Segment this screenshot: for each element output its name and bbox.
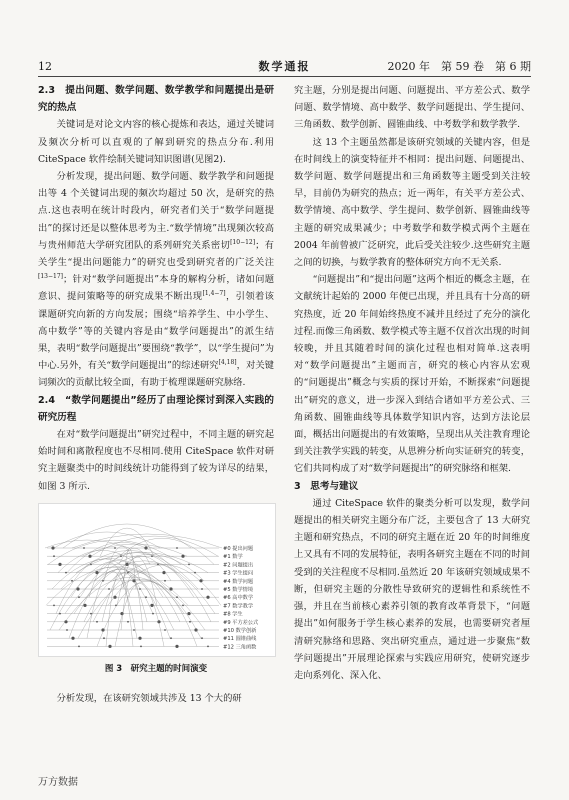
timeline-node (201, 637, 203, 639)
page-header (38, 57, 531, 75)
timeline-node (83, 547, 85, 549)
timeline-node (96, 621, 98, 623)
cocitation-arc (93, 563, 211, 622)
timeline-node (133, 629, 135, 631)
cocitation-arc (106, 573, 133, 646)
timeline-node (140, 645, 142, 647)
section-2-3-paragraph-1: 关键词是对论文内容的核心提炼和表达，通过关键词及频次分析可以直观的了解到研究的热点分布.利用 CiteSpace 软件绘制关键词知识图谱(见图2). (38, 119, 274, 165)
header-rule (38, 76, 531, 77)
section-2-4-paragraph-2: 分析发现，在该研究领域共涉及 13 个大的研 (56, 693, 242, 705)
timeline-node (187, 612, 190, 615)
timeline-node (65, 572, 67, 574)
timeline-node (83, 604, 86, 607)
timeline-node (182, 604, 184, 606)
timeline-node (114, 547, 116, 549)
cluster-label: #6 高中数学 (223, 595, 254, 602)
cocitation-arc (117, 557, 157, 606)
cluster-label: #1 数学 (223, 554, 243, 561)
timeline-node (176, 547, 178, 549)
timeline-node (175, 645, 178, 648)
cluster-label: #2 问题提出 (223, 562, 254, 569)
right-paragraph-3: “问题提出”和“提出问题”这两个相近的概念主题，在文献统计起始的 2000 年便已出现，并且具有十分高的研究热度，近 20 年间始终热度不减并且经过了充分的演化过程.而像三角函数、数学模式等主题不仅首次出现的时间较晚，并且其随着时间的演化过程也相对简单.这表明对“数学问题提出”主题而言，研究的核心内容从宏观的“问题提出”概念与实质的探讨开始，不断探索“问题提出”研究的意义，进一步深入到结合诸如平方差公式、三角函数、圆锥曲线等具体数学知识内容，达到方法论层面，概括出问题提出的有效策略，呈现出从关注教育理论到关注教学实践的转变，从思辨分析向实证研究的转变，它们共同构成了对“数学问题提出”的研究脉络和框架. (294, 274, 530, 475)
timeline-node (162, 571, 165, 574)
section-2-4-paragraph-1: 在对“数学问题提出”研究过程中，不同主题的研究起始时间和离散程度也不尽相同.使用 CiteSpace 软件对研究主题聚类中的时间线统计功能得到了较为详尽的结果，如图 3 所示. (38, 429, 274, 492)
cocitation-arc (78, 579, 201, 638)
timeline-node (78, 596, 80, 598)
timeline-graph (39, 504, 275, 656)
cluster-label: #10 数学创新 (223, 627, 257, 634)
cluster-label: #7 数学教学 (223, 603, 254, 610)
citation: [4,18] (218, 359, 237, 367)
cocitation-arc (45, 540, 129, 548)
cluster-label: #4 数学问题 (223, 578, 254, 585)
citation: [1,4−7] (202, 290, 226, 298)
timeline-node (138, 636, 141, 639)
timeline-node (71, 580, 73, 582)
timeline-node (189, 621, 191, 623)
cluster-label: #12 三角函数 (223, 644, 257, 651)
watermark: 万方数据 (38, 777, 78, 788)
cluster-label: #0 提出问题 (223, 545, 254, 552)
journal-title: 数学通报 (258, 60, 311, 73)
timeline-node (59, 613, 61, 615)
cocitation-arc (82, 544, 187, 556)
timeline-node (170, 637, 172, 639)
timeline-node (95, 571, 98, 574)
page-number: 12 (38, 59, 52, 73)
timeline-node (71, 636, 74, 639)
cocitation-arc (54, 532, 160, 548)
cluster-label: #8 学生 (223, 611, 243, 618)
cocitation-arc (110, 538, 214, 564)
cluster-label: #5 数学情境 (223, 586, 254, 593)
timeline-node (201, 588, 203, 590)
timeline-node (53, 555, 55, 557)
timeline-node (103, 637, 105, 639)
timeline-node (207, 645, 209, 647)
section-3-heading: 3 思考与建议 (294, 480, 359, 492)
cocitation-arc (76, 552, 208, 572)
timeline-node (90, 613, 92, 615)
timeline-node (127, 621, 129, 623)
timeline-node (78, 645, 80, 647)
section-3-paragraph-1: 通过 CiteSpace 软件的聚类分析可以发现，数学问题提出的相关研究主题分布广泛，主要包含了 13 大研究主题和研究热点，不同的研究主题在近 20 年的时间维度上又具有不同的发展特征，表明各研究主题在不同的时间受到的关注程度不尽相同.虽然近 20 年该研究领域成果不断，但研究主题的分散性导致研究的逻辑性和系统性不强，并且在当前核心素养引领的教育改革背景下，“问题提出”如何服务于学生核心素养的发展，也需要研究者厘清研究脉络和思路、突出研究重点，通过进一步聚焦“数学问题提出”开展理论探索与实践应用研究，使研究逐步走向系列化、深入化、 (294, 497, 530, 681)
timeline-node (206, 595, 209, 598)
timeline-node (164, 629, 166, 631)
timeline-node (164, 580, 166, 582)
cluster-label: #9 平方差公式 (223, 619, 259, 626)
issue-info: 2020 年 第 59 卷 第 6 期 (387, 60, 531, 73)
timeline-node (76, 587, 79, 590)
timeline-node (58, 563, 61, 566)
timeline-node (108, 645, 111, 648)
timeline-node (120, 612, 123, 615)
right-paragraph-2: 这 13 个主题虽然都是该研究领域的关键内容，但是在时间线上的演变特征并不相同：提出问题、问题提出、数学问题、数学问题提出和三角函数等主题受到关注较早，目前仍为研究的热点；近一两年，有关平方差公式、数学情境、高中数学、学生提问、数学创新、圆锥曲线等主题的研究成果减少；中考数学和数学模式两个主题在 2004 年前曾被广泛研究，此后受关注较少.这些研究主题之间的切换，与数学教育的整体研究方向不无关系. (294, 136, 530, 269)
timeline-node (66, 629, 68, 631)
timeline-node (150, 604, 153, 607)
section-2-3-heading: 2.3 提出问题、数学问题、数学教学和问题提出是研究的热点 (38, 85, 274, 114)
figure-3-timeline (38, 503, 276, 657)
right-paragraph-1: 究主题，分别是提出问题、问题提出、平方差公式、数学问题、数学情境、高中数学、数学问题提出、学生提问、三角函数、数学创新、圆锥曲线、中考数学和数学教学. (294, 85, 530, 131)
section-2-4-heading: 2.4 “数学问题提出”经历了由理论探讨到深入实践的研究历程 (38, 394, 274, 423)
timeline-node (108, 588, 110, 590)
right-column (294, 82, 530, 684)
cocitation-arc (89, 562, 130, 597)
timeline-node (53, 604, 55, 606)
cluster-label: #3 学生提问 (223, 570, 254, 577)
section-2-3-paragraph-2: 分析发现，提出问题、数学问题、数学教学和问题提出等 4 个关键词出现的频次均超过 50 次，是研究的热点.这也表明在统计时段内，研究者们关于“数学问题提出”的探讨还是以整体思考为主.“数学情境”出现频次较高与贵州师范大学研究团队的系列研究关系密切[10−12]；有关学生“提出问题能力”的研究也受到研究者的广泛关注[13−17]；针对“数学问题提出”本身的解构分析，诸如问题意识、提问策略等的研究成果不断出现[1,4−7]，引领着该课题研究向新的方向发展；围绕“培养学生、中小学生、高中数学”等的关键内容是由“数学问题提出”的派生结果，表明“数学问题提出”要围绕“教学”，以“学生提问”为中心.另外，有关“数学问题提出”的综述研究[4,18]，对关键词频次的贡献比较全面，有助于梳理课题研究脉络. (38, 171, 274, 389)
left-column (38, 82, 274, 707)
citation: [13−17] (38, 273, 63, 281)
cluster-label: #11 圆锥曲线 (223, 636, 257, 643)
citation: [10−12] (230, 238, 256, 246)
figure-3-caption: 图 3 研究主题的时间演变 (104, 663, 208, 674)
timeline-node (188, 563, 190, 565)
